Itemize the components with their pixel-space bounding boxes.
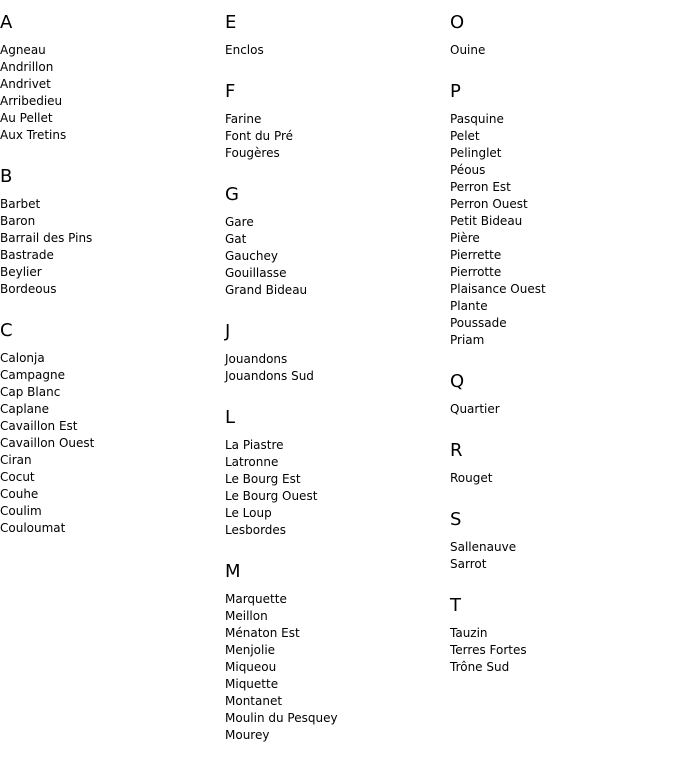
section-letter-heading: O: [450, 12, 465, 33]
section-letter-heading: F: [225, 81, 236, 102]
letter-group-c: [0, 320, 220, 537]
place-name: Tauzin: [450, 626, 488, 640]
place-name: Font du Pré: [225, 129, 294, 143]
section-letter-heading: A: [0, 12, 13, 33]
place-name: Gauchey: [225, 249, 278, 263]
place-name: Agneau: [0, 43, 46, 57]
place-name: Pierrotte: [450, 265, 502, 279]
place-list: [225, 42, 445, 59]
place-list: [225, 111, 445, 162]
place-name: Le Loup: [225, 506, 272, 520]
place-list: [0, 350, 220, 537]
place-name: Baron: [0, 214, 36, 228]
place-name: Sallenauve: [450, 540, 517, 554]
section-letter-heading: B: [0, 166, 13, 187]
place-name: Andrillon: [0, 60, 54, 74]
place-name: Farine: [225, 112, 262, 126]
place-name: Trône Sud: [450, 660, 510, 674]
place-list: [450, 539, 670, 573]
place-name: Ouine: [450, 43, 486, 57]
letter-group-q: [450, 371, 670, 418]
place-name: Péous: [450, 163, 486, 177]
place-name: Montanet: [225, 694, 283, 708]
place-name: Perron Ouest: [450, 197, 528, 211]
index-column-2: [225, 12, 445, 766]
place-name: Marquette: [225, 592, 287, 606]
letter-group-e: [225, 12, 445, 59]
letter-group-s: [450, 509, 670, 573]
place-name: Couhe: [0, 487, 39, 501]
place-name: Barrail des Pins: [0, 231, 93, 245]
place-list: [450, 470, 670, 487]
letter-group-p: [450, 81, 670, 349]
place-name: Jouandons: [225, 352, 288, 366]
place-name: Meillon: [225, 609, 268, 623]
letter-group-b: [0, 166, 220, 298]
place-name: Ciran: [0, 453, 32, 467]
place-name: Au Pellet: [0, 111, 53, 125]
place-name: Miqueou: [225, 660, 277, 674]
letter-group-m: [225, 561, 445, 744]
section-letter-heading: T: [450, 595, 461, 616]
place-name: Cocut: [0, 470, 35, 484]
place-name: Pelet: [450, 129, 480, 143]
place-name: Cavaillon Est: [0, 419, 78, 433]
place-name: Cap Blanc: [0, 385, 61, 399]
letter-group-g: [225, 184, 445, 299]
section-letter-heading: C: [0, 320, 13, 341]
letter-group-r: [450, 440, 670, 487]
place-name: Enclos: [225, 43, 264, 57]
letter-group-l: [225, 407, 445, 539]
place-list: [225, 214, 445, 299]
place-name: Jouandons Sud: [225, 369, 314, 383]
place-name: Le Bourg Ouest: [225, 489, 318, 503]
section-letter-heading: E: [225, 12, 237, 33]
place-name: Sarrot: [450, 557, 487, 571]
place-name: Rouget: [450, 471, 493, 485]
place-name: Miquette: [225, 677, 279, 691]
place-name: Priam: [450, 333, 485, 347]
place-name: Grand Bideau: [225, 283, 308, 297]
section-letter-heading: Q: [450, 371, 465, 392]
index-column-3: [450, 12, 670, 698]
place-name: Plaisance Ouest: [450, 282, 546, 296]
section-letter-heading: J: [225, 321, 231, 342]
place-name: Mourey: [225, 728, 270, 742]
place-name: Pierrette: [450, 248, 502, 262]
place-list: [225, 591, 445, 744]
place-list: [225, 437, 445, 539]
place-name: Beylier: [0, 265, 42, 279]
place-list: [450, 111, 670, 349]
section-letter-heading: G: [225, 184, 239, 205]
place-name: Caplane: [0, 402, 50, 416]
section-letter-heading: L: [225, 407, 236, 428]
place-name: Pière: [450, 231, 480, 245]
letter-group-j: [225, 321, 445, 385]
place-name: Arribedieu: [0, 94, 63, 108]
place-name: Fougères: [225, 146, 280, 160]
place-name: Lesbordes: [225, 523, 287, 537]
place-name: Barbet: [0, 197, 41, 211]
place-name: Couloumat: [0, 521, 66, 535]
place-name: Terres Fortes: [450, 643, 527, 657]
place-name: Perron Est: [450, 180, 511, 194]
place-list: [450, 625, 670, 676]
place-name: Latronne: [225, 455, 279, 469]
place-name: Gat: [225, 232, 247, 246]
place-name: Gouillasse: [225, 266, 287, 280]
place-name: Plante: [450, 299, 488, 313]
place-name: Poussade: [450, 316, 507, 330]
place-name: Quartier: [450, 402, 500, 416]
place-name: Cavaillon Ouest: [0, 436, 95, 450]
place-list: [450, 42, 670, 59]
place-name: Pasquine: [450, 112, 504, 126]
section-letter-heading: S: [450, 509, 462, 530]
place-name: Petit Bideau: [450, 214, 523, 228]
letter-group-a: [0, 12, 220, 144]
place-list: [450, 401, 670, 418]
letter-group-t: [450, 595, 670, 676]
place-name: La Piastre: [225, 438, 284, 452]
place-name: Ménaton Est: [225, 626, 300, 640]
place-name: Coulim: [0, 504, 42, 518]
place-name: Pelinglet: [450, 146, 502, 160]
place-name: Menjolie: [225, 643, 276, 657]
place-name: Bastrade: [0, 248, 54, 262]
place-list: [225, 351, 445, 385]
section-letter-heading: M: [225, 561, 241, 582]
letter-group-o: [450, 12, 670, 59]
place-list: [0, 196, 220, 298]
place-name: Gare: [225, 215, 254, 229]
place-name: Le Bourg Est: [225, 472, 301, 486]
place-name: Bordeous: [0, 282, 57, 296]
section-letter-heading: P: [450, 81, 461, 102]
place-name: Moulin du Pesquey: [225, 711, 338, 725]
place-name: Campagne: [0, 368, 65, 382]
place-list: [0, 42, 220, 144]
letter-group-f: [225, 81, 445, 162]
place-name: Andrivet: [0, 77, 51, 91]
place-name: Aux Tretins: [0, 128, 67, 142]
place-name: Calonja: [0, 351, 45, 365]
section-letter-heading: R: [450, 440, 463, 461]
index-column-1: [0, 12, 220, 559]
